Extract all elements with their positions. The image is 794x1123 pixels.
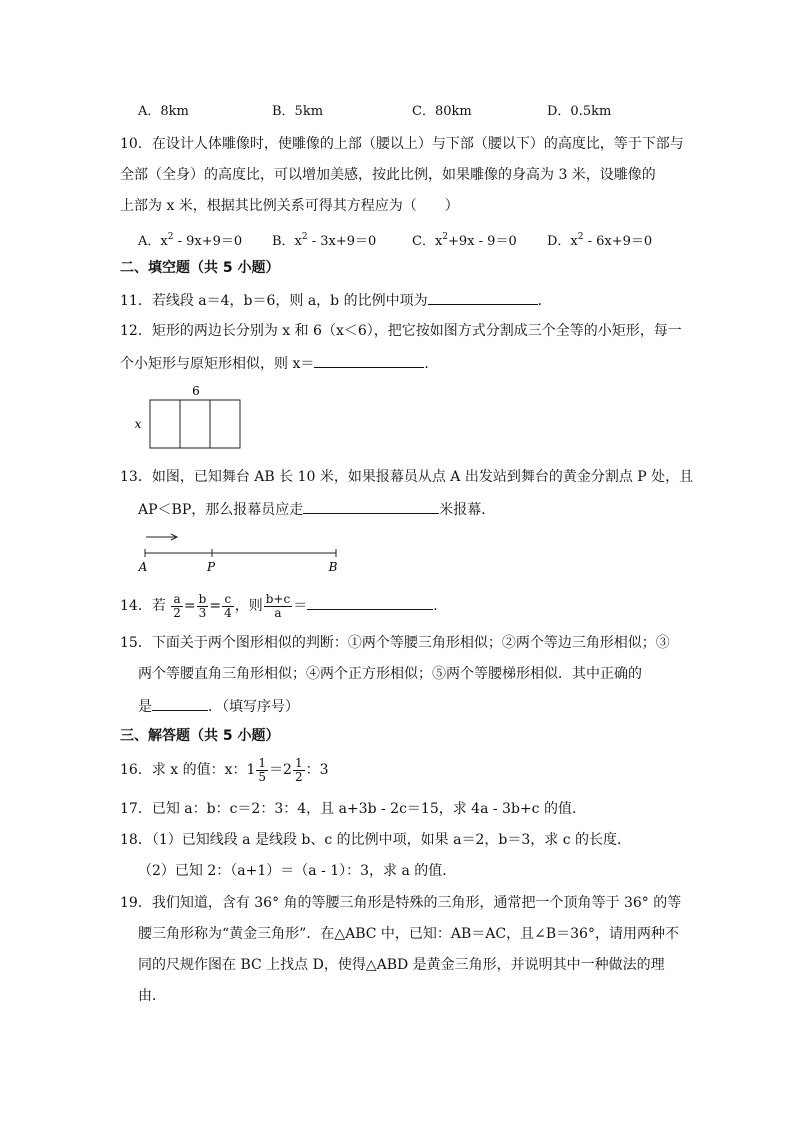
q10-line-2: 全部（全身）的高度比，可以增加美感，按此比例，如果雕像的身高为 3 米，设雕像的 [120,167,656,183]
q10-option-b: B．$x^2 - 3x+9=0$ [272,232,377,249]
q12-figure-left-label: x [134,417,142,431]
q12-rectangle-figure [130,380,250,452]
q18-part-2: （2）已知 2：（a+1）＝（a - 1）：3，求 a 的值． [138,863,457,879]
q10-option-c: C．$x^2+9x - 9=0$ [412,232,517,249]
q18-part-1: 18．（1）已知线段 a 是线段 b、c 的比例中项，如果 a＝2，b＝3，求 c 的长度． [120,832,631,848]
q9-option-d: D．0.5km [547,104,612,119]
q10-line-1: 10．在设计人体雕像时，使雕像的上部（腰以上）与下部（腰以下）的高度比，等于下部与 [120,136,684,152]
q13-line-1: 13．如图，已知舞台 AB 长 10 米，如果报幕员从点 A 出发站到舞台的黄金分割点 P 处，且 [120,469,694,485]
q16: 16．求 x 的值：x：1 $\frac{1}{5}$ ＝2 $\frac{1}{2}$ ：3 [120,755,329,784]
q16-fraction-one-fifth: $\frac{1}{5}$ [258,755,267,784]
q12-outer-rectangle [150,400,240,448]
q15-line-3: 是 ．（填写序号） [138,695,299,717]
q15-line-2: 两个等腰直角三角形相似；④两个正方形相似；⑤两个等腰梯形相似．其中正确的 [138,666,642,682]
q14: 14．若 $\frac{a}{2}$ = $\frac{b}{3}$ = $\frac{c}{4}$ ，则 $\frac{b+c}{a}$ ＝ ． [120,591,448,620]
q9-option-c: C．80km [412,104,472,119]
q15-line-1: 15．下面关于两个图形相似的判断：①两个等腰三角形相似；②两个等边三角形相似；③ [120,635,670,651]
q10-option-a: A．$x^2 - 9x+9=0$ [138,232,243,249]
q13-segment-figure [136,528,346,576]
q9-option-b: B．5km [272,104,324,119]
q15-answer-blank[interactable] [152,695,208,711]
q13-label-a: A [138,560,148,574]
q17: 17．已知 a：b：c＝2：3：4，且 a+3b - 2c＝15，求 4a - 3b+c 的值． [120,801,586,817]
q19-line-4: 由． [138,988,166,1004]
q14-fraction-bc-over-a: $\frac{b+c}{a}$ [265,591,291,620]
q13-label-b: B [328,560,338,574]
q14-fraction-c-over-4: $\frac{c}{4}$ [224,591,232,620]
q14-fraction-a-over-2: $\frac{a}{2}$ [173,591,181,620]
q13-line-2: AP＜BP，那么报幕员应走 米报幕． [138,498,495,520]
q12-answer-blank[interactable] [314,352,424,368]
q14-fraction-b-over-3: $\frac{b}{3}$ [198,591,207,620]
q10-line-3: 上部为 x 米，根据其比例关系可得其方程应为（ ） [120,198,459,214]
q13-answer-blank[interactable] [303,498,439,514]
q10-option-d: D．$x^2 - 6x+9=0$ [547,232,653,249]
q12-line-2: 个小矩形与原矩形相似，则 x＝ ． [120,352,438,374]
q11: 11．若线段 a＝4，b＝6，则 a，b 的比例中项为 ． [120,289,552,311]
q19-line-1: 19．我们知道，含有 36° 角的等腰三角形是特殊的三角形，通常把一个顶角等于 36° 的等 [120,895,682,911]
q12-line-1: 12．矩形的两边长分别为 x 和 6（x＜6），把它按如图方式分割成三个全等的小矩形，每一 [120,323,682,339]
q16-fraction-one-half: $\frac{1}{2}$ [294,755,303,784]
q11-answer-blank[interactable] [428,289,538,305]
q11-text: 11．若线段 a＝4，b＝6，则 a，b 的比例中项为 [120,293,428,309]
q9-option-a: A．8km [138,104,189,119]
section-2-title: 二、填空题（共 5 小题） [120,260,280,276]
q13-label-p: P [206,560,216,574]
q19-line-2: 腰三角形称为“黄金三角形”．在△ABC 中，已知：AB＝AC，且∠B＝36°，请用两种不 [138,926,679,942]
section-3-title: 三、解答题（共 5 小题） [120,728,280,744]
q14-answer-blank[interactable] [307,594,433,610]
q19-line-3: 同的尺规作图在 BC 上找点 D，使得△ABD 是黄金三角形，并说明其中一种做法的理 [138,957,665,973]
q12-figure-top-label: 6 [192,384,200,398]
